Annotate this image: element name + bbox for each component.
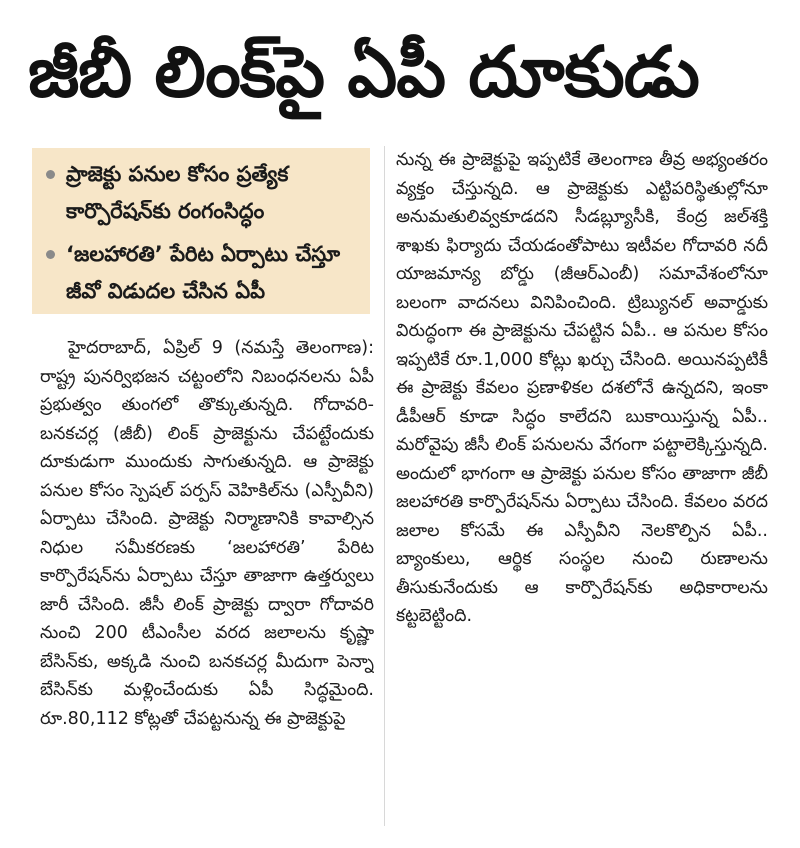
bullet-dot-icon [46,170,55,179]
highlight-item [44,156,362,230]
article-column-left [40,334,374,834]
highlight-item [44,236,362,310]
article-paragraph: హైదరాబాద్, ఏప్రిల్ 9 (నమస్తే తెలంగాణ): రాష్ట్ర పునర్విభజన చట్టంలోని నిబంధనలను ఏపీ ప్రభుత్వం తుంగలో తొక్కుతున్నది. గోదావరి-బనకచర్ల (జీబీ) లింక్ ప్రాజెక్టును చేపట్టేందుకు దూకుడుగా ముందుకు సాగుతున్నది. ఆ ప్రాజెక్టు పనుల కోసం స్పెషల్ పర్పస్ వెహికిల్‌ను (ఎస్పీవీని) ఏర్పాటు చేసింది. ప్రాజెక్టు నిర్మాణానికి కావాల్సిన నిధుల సమీకరణకు ‘జలహారతి’ పేరిట కార్పొరేషన్‌ను ఏర్పాటు చేస్తూ తాజాగా ఉత్తర్వులు జారీ చేసింది. జీసీ లింక్ ప్రాజెక్టు ద్వారా గోదావరి నుంచి 200 టీఎంసీల వరద జలాలను కృష్ణా బేసిన్‌కు, అక్కడి నుంచి బనకచర్ల మీదుగా పెన్నా బేసిన్‌కు మళ్లించేందుకు ఏపీ సిద్ధమైంది. రూ.80,112 కోట్లతో చేపట్టనున్న ఈ ప్రాజెక్టుపై [40,338,374,729]
highlights-box [32,148,370,314]
highlight-text: ‘జలహారతి’ పేరిట ఏర్పాటు చేస్తూ జీవో విడుదల చేసిన ఏపీ [66,242,341,303]
article-column-right [396,146,768,816]
highlight-text: ప్రాజెక్టు పనుల కోసం ప్రత్యేక కార్పొరేషన్‌కు రంగంసిద్ధం [66,162,289,223]
article-paragraph: నున్న ఈ ప్రాజెక్టుపై ఇప్పటికే తెలంగాణ తీవ్ర అభ్యంతరం వ్యక్తం చేస్తున్నది. ఆ ప్రాజెక్టుకు ఎట్టిపరిస్థితుల్లోనూ అనుమతులివ్వకూడదని సీడబ్ల్యూసీకి, కేంద్ర జల్‌శక్తి శాఖకు ఫిర్యాదు చేయడంతోపాటు ఇటీవల గోదావరి నదీ యాజమాన్య బోర్డు (జీఆర్ఎంబీ) సమావేశంలోనూ బలంగా వాదనలు వినిపించింది. ట్రిబ్యునల్ అవార్డుకు విరుద్ధంగా ఈ ప్రాజెక్టును చేపట్టిన ఏపీ.. ఆ పనుల కోసం ఇప్పటికే రూ.1,000 కోట్లు ఖర్చు చేసింది. అయినప్పటికీ ఈ ప్రాజెక్టు కేవలం ప్రణాళికల దశలోనే ఉన్నదని, ఇంకా డీపీఆర్ కూడా సిద్ధం కాలేదని బుకాయిస్తున్న ఏపీ.. మరోవైపు జీసీ లింక్ పనులను వేగంగా పట్టాలెక్కిస్తున్నది. అందులో భాగంగా ఆ ప్రాజెక్టు పనుల కోసం తాజాగా జీబీ జలహారతి కార్పొరేషన్‌ను ఏర్పాటు చేసింది. కేవలం వరద జలాల కోసమే ఈ ఎస్పీవీని నెలకొల్పిన ఏపీ.. బ్యాంకులు, ఆర్థిక సంస్థల నుంచి రుణాలను తీసుకునేందుకు ఆ కార్పొరేషన్‌కు అధికారాలను కట్టబెట్టింది. [396,150,768,626]
headline: జీబీ లింక్‌పై ఏపీ దూకుడు [28,31,699,113]
highlights-list [44,156,362,310]
bullet-dot-icon [46,250,55,259]
column-divider [384,146,385,826]
